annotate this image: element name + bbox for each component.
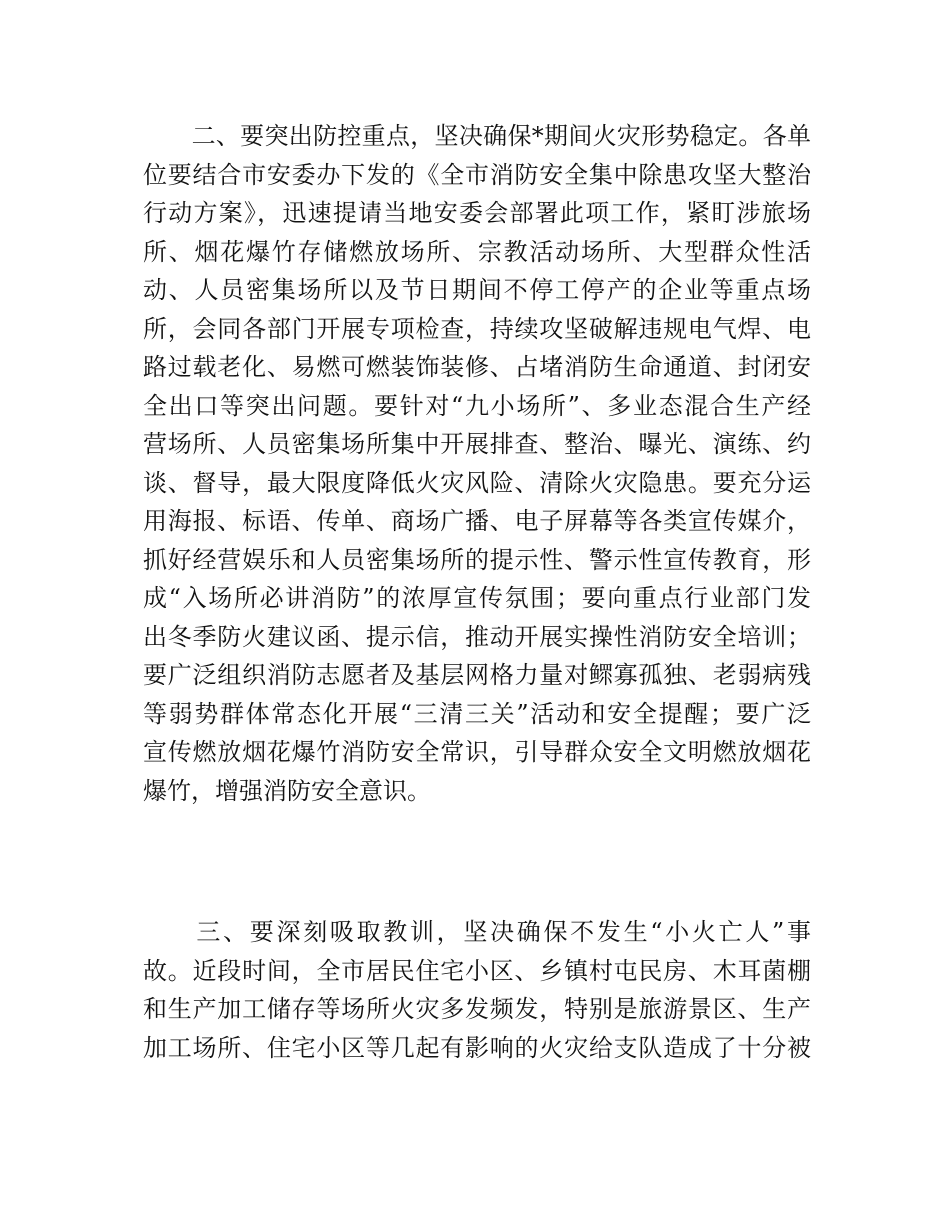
text-line: 路过载老化、易燃可燃装饰装修、占堵消防生命通道、封闭安	[143, 353, 811, 381]
text-line: 二、要突出防控重点，坚决确保*期间火灾形势稳定。各单	[143, 122, 811, 150]
paragraph-2	[143, 117, 811, 810]
text-line: 动、人员密集场所以及节日期间不停工停产的企业等重点场	[143, 276, 811, 304]
text-line: 全出口等突出问题。要针对“九小场所”、多业态混合生产经	[143, 391, 811, 420]
text-line: 所、烟花爆竹存储燃放场所、宗教活动场所、大型群众性活	[143, 237, 811, 266]
text-line: 三、要深刻吸取教训，坚决确保不发生“小火亡人”事	[143, 918, 811, 946]
text-line: 故。近段时间，全市居民住宅小区、乡镇村屯民房、木耳菌棚	[143, 956, 811, 985]
text-line: 等弱势群体常态化开展“三清三关”活动和安全提醒；要广泛	[143, 699, 811, 728]
paragraph-3	[143, 913, 811, 1067]
text-line: 营场所、人员密集场所集中开展排查、整治、曝光、演练、约	[143, 430, 811, 458]
text-line: 出冬季防火建议函、提示信，推动开展实操性消防安全培训；	[143, 622, 811, 651]
text-line: 要广泛组织消防志愿者及基层网格力量对鳏寡孤独、老弱病残	[143, 661, 811, 689]
text-line: 宣传燃放烟花爆竹消防安全常识，引导群众安全文明燃放烟花	[143, 738, 811, 766]
text-line: 爆竹，增强消防安全意识。	[143, 776, 431, 805]
text-line: 位要结合市安委办下发的《全市消防安全集中除患攻坚大整治	[143, 160, 811, 189]
text-line: 成“入场所必讲消防”的浓厚宣传氛围；要向重点行业部门发	[143, 584, 811, 612]
text-line: 抓好经营娱乐和人员密集场所的提示性、警示性宣传教育，形	[143, 545, 811, 574]
text-line: 和生产加工储存等场所火灾多发频发，特别是旅游景区、生产	[143, 995, 811, 1023]
text-line: 加工场所、住宅小区等几起有影响的火灾给支队造成了十分被	[143, 1033, 811, 1062]
text-line: 所，会同各部门开展专项检查，持续攻坚破解违规电气焊、电	[143, 314, 811, 343]
text-line: 行动方案》，迅速提请当地安委会部署此项工作，紧盯涉旅场	[143, 199, 811, 227]
text-line: 谈、督导，最大限度降低火灾风险、清除火灾隐患。要充分运	[143, 468, 811, 497]
text-line: 用海报、标语、传单、商场广播、电子屏幕等各类宣传媒介，	[143, 507, 811, 535]
